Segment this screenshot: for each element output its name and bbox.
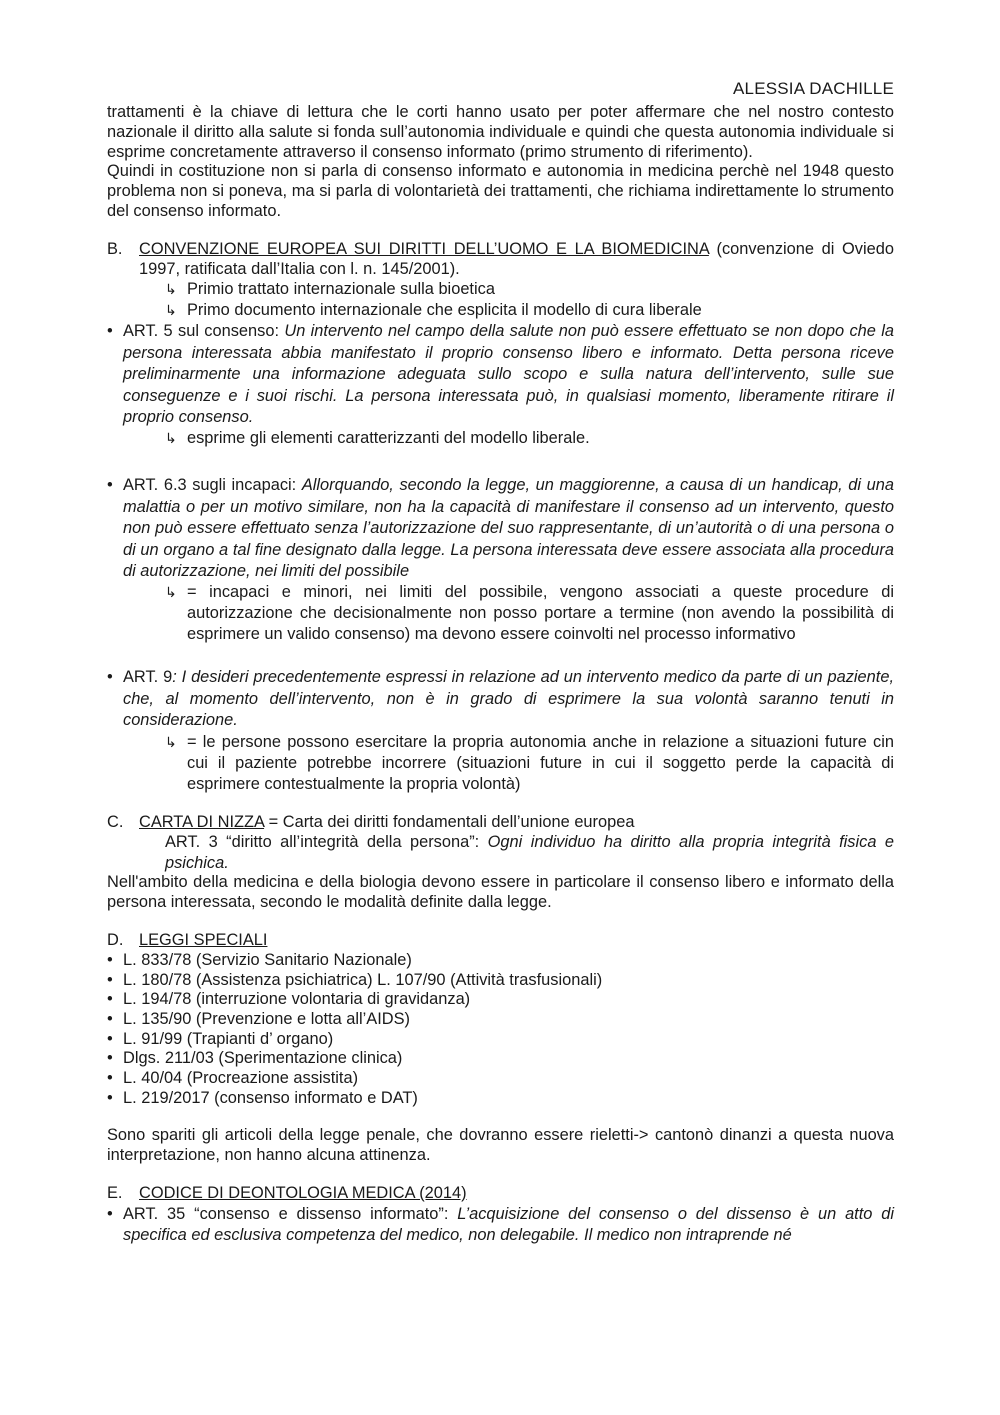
section-b-title-rest: (convenzione di Oviedo 1997, ratificata dall’Italia con l. n. 145/2001). [139,239,894,278]
art35-quote: L’acquisizione del consenso o del dissenso è un atto di specifica ed esclusiva competenza del medico, non delegabile. Il medico non intraprende né [123,1204,895,1245]
section-e-title: CODICE DI DEONTOLOGIA MEDICA (2014) [139,1184,467,1203]
arrow-icon: ↳ [165,281,177,298]
bullet-icon: • [107,950,113,969]
list-item: • L. 194/78 (interruzione volontaria di gravidanza) [107,990,471,1009]
section-c-heading: C. CARTA DI NIZZA = Carta dei diritti fondamentali dell’unione europea [107,812,635,831]
section-letter: D. [107,931,124,950]
arrow-icon: ↳ [165,584,177,601]
intro-paragraph-2: Quindi in costituzione non si parla di consenso informato e autonomia in medicina perchè nel 1948 questo problema non si poneva, ma si parla di volontarietà dei trattamenti, che richiama indirettamente lo strumento del consenso informato. [107,162,894,220]
bullet-icon: • [107,1009,113,1028]
section-c-title: CARTA DI NIZZA [139,812,265,831]
bullet-icon: • [107,476,113,495]
art3-text: ART. 3 “diritto all’integrità della persona”: Ogni individuo ha diritto alla propria integrità fisica e psichica. [165,833,894,872]
list-item: • L. 219/2017 (consenso informato e DAT) [107,1088,418,1107]
art63-quote: Allorquando, secondo la legge, un maggiorenne, a causa di un handicap, di una malattia o per un motivo similare, non ha la capacità di manifestare il consenso ad un intervento, questo non può essere effettuato senza l’autorizzazione del suo rappresentante, di un’autorità o di una persona o di un organo a tal fine designato dalla legge. La persona interessata deve essere associata alla procedura di autorizzazione, nei limiti del possibile [123,476,894,581]
section-b-title: CONVENZIONE EUROPEA SUI DIRITTI DELL’UOMO E LA BIOMEDICINA [139,239,709,258]
section-letter: E. [107,1184,123,1203]
section-letter: B. [107,239,123,258]
list-item: • L. 135/90 (Prevenzione e lotta all’AIDS) [107,1009,410,1028]
document-page [107,78,894,1247]
art5-bullet: • ART. 5 sul consenso: Un intervento nel campo della salute non può essere effettuato se non dopo che la persona interessata abbia manifestato il proprio consenso libero e informato. Detta persona riceve preliminarmente una informazione adeguata sullo scopo e sulla natura dell’intervento, sulle sue conseguenze e i suoi rischi. La persona interessata può, in qualsiasi momento, liberamente ritirare il proprio consenso. [107,321,894,428]
art9-note: ↳ = le persone possono esercitare la propria autonomia anche in relazione a situazioni future cin cui il paziente potrebbe incorrere (situazioni future in cui il soggetto perde la capacità di esprimere contestualmente la propria volontà) [165,732,894,793]
arrow-icon: ↳ [165,302,177,319]
bullet-icon: • [107,990,113,1009]
bullet-icon: • [107,1049,113,1068]
bullet-icon: • [107,1088,113,1107]
page-header-author: ALESSIA DACHILLE [733,79,894,98]
bullet-icon: • [107,322,113,341]
section-letter: C. [107,812,124,831]
art5-note: ↳ esprime gli elementi caratterizzanti del modello liberale. [165,429,590,448]
section-d-paragraph: Sono spariti gli articoli della legge penale, che dovranno essere rieletti-> cantonò dinanzi a questa nuova interpretazione, non hanno alcuna attinenza. [107,1126,894,1165]
list-item: • L. 833/78 (Servizio Sanitario Nazionale) [107,950,412,969]
bullet-icon: • [107,1204,113,1223]
section-c-paragraph: Nell'ambito della medicina e della biologia devono essere in particolare il consenso libero e informato della persona interessata, secondo le modalità definite dalla legge. [107,873,894,912]
section-b-arrow-2: ↳ Primo documento internazionale che esplicita il modello di cura liberale [165,301,702,320]
arrow-icon: ↳ [165,733,177,750]
art5-quote: Un intervento nel campo della salute non può essere effettuato se non dopo che la persona interessata abbia manifestato il proprio consenso libero e informato. Detta persona riceve preliminarmente una informazione adeguata sullo scopo e sulla natura dell’intervento, sulle sue conseguenze e i suoi rischi. La persona interessata può, in qualsiasi momento, liberamente ritirare il proprio consenso. [123,322,894,426]
bullet-icon: • [107,1029,113,1048]
intro-paragraph-1: trattamenti è la chiave di lettura che le corti hanno usato per poter affermare che nel nostro contesto nazionale il diritto alla salute si fonda sull’autonomia individuale e quindi che questa autonomia individuale si esprime concretamente attraverso il consenso informato (primo strumento di riferimento). [107,103,894,161]
section-e-heading [107,1184,894,1204]
list-item: • L. 91/99 (Trapianti d’ organo) [107,1029,334,1048]
art9-bullet: • ART. 9: I desideri precedentemente espressi in relazione ad un intervento medico da parte di un paziente, che, al momento dell’intervento, non è in grado di esprimere la sua volontà saranno tenuti in considerazione. [107,667,894,731]
list-item: • L. 180/78 (Assistenza psichiatrica) L. 107/90 (Attività trasfusionali) [107,970,603,989]
section-d-heading [107,931,894,951]
art9-quote: : I desideri precedentemente espressi in relazione ad un intervento medico da parte di un paziente, che, al momento dell’intervento, non è in grado di esprimere la sua volontà saranno tenuti in considerazione. [123,668,895,730]
bullet-icon: • [107,970,113,989]
art63-bullet: • ART. 6.3 sugli incapaci: Allorquando, secondo la legge, un maggiorenne, a causa di un handicap, di una malattia o per un motivo similare, non ha la capacità di manifestare il consenso ad un intervento, questo non può essere effettuato senza l’autorizzazione del suo rappresentante, di un’autorità o di una persona o di un organo a tal fine designato dalla legge. La persona interessata deve essere associata alla procedura di autorizzazione, nei limiti del possibile [107,475,894,582]
section-d-title: LEGGI SPECIALI [139,931,268,950]
bullet-icon: • [107,1069,113,1088]
list-item: • Dlgs. 211/03 (Sperimentazione clinica) [107,1049,403,1068]
section-b-arrow-1: ↳ Primio trattato internazionale sulla bioetica [165,280,495,299]
art63-note: ↳ = incapaci e minori, nei limiti del possibile, vengono associati a queste procedure di autorizzazione che decisionalmente non posso portare a termine (non avendo la possibilità di esprimere un valido consenso) ma devono essere coinvolti nel processo informativo [165,583,894,644]
bullet-icon: • [107,668,113,687]
list-item: • L. 40/04 (Procreazione assistita) [107,1069,359,1088]
arrow-icon: ↳ [165,430,177,447]
art35-bullet: • ART. 35 “consenso e dissenso informato”: L’acquisizione del consenso o del dissenso è un atto di specifica ed esclusiva competenza del medico, non delegabile. Il medico non intraprende né [107,1204,894,1247]
section-b-heading [107,240,894,280]
